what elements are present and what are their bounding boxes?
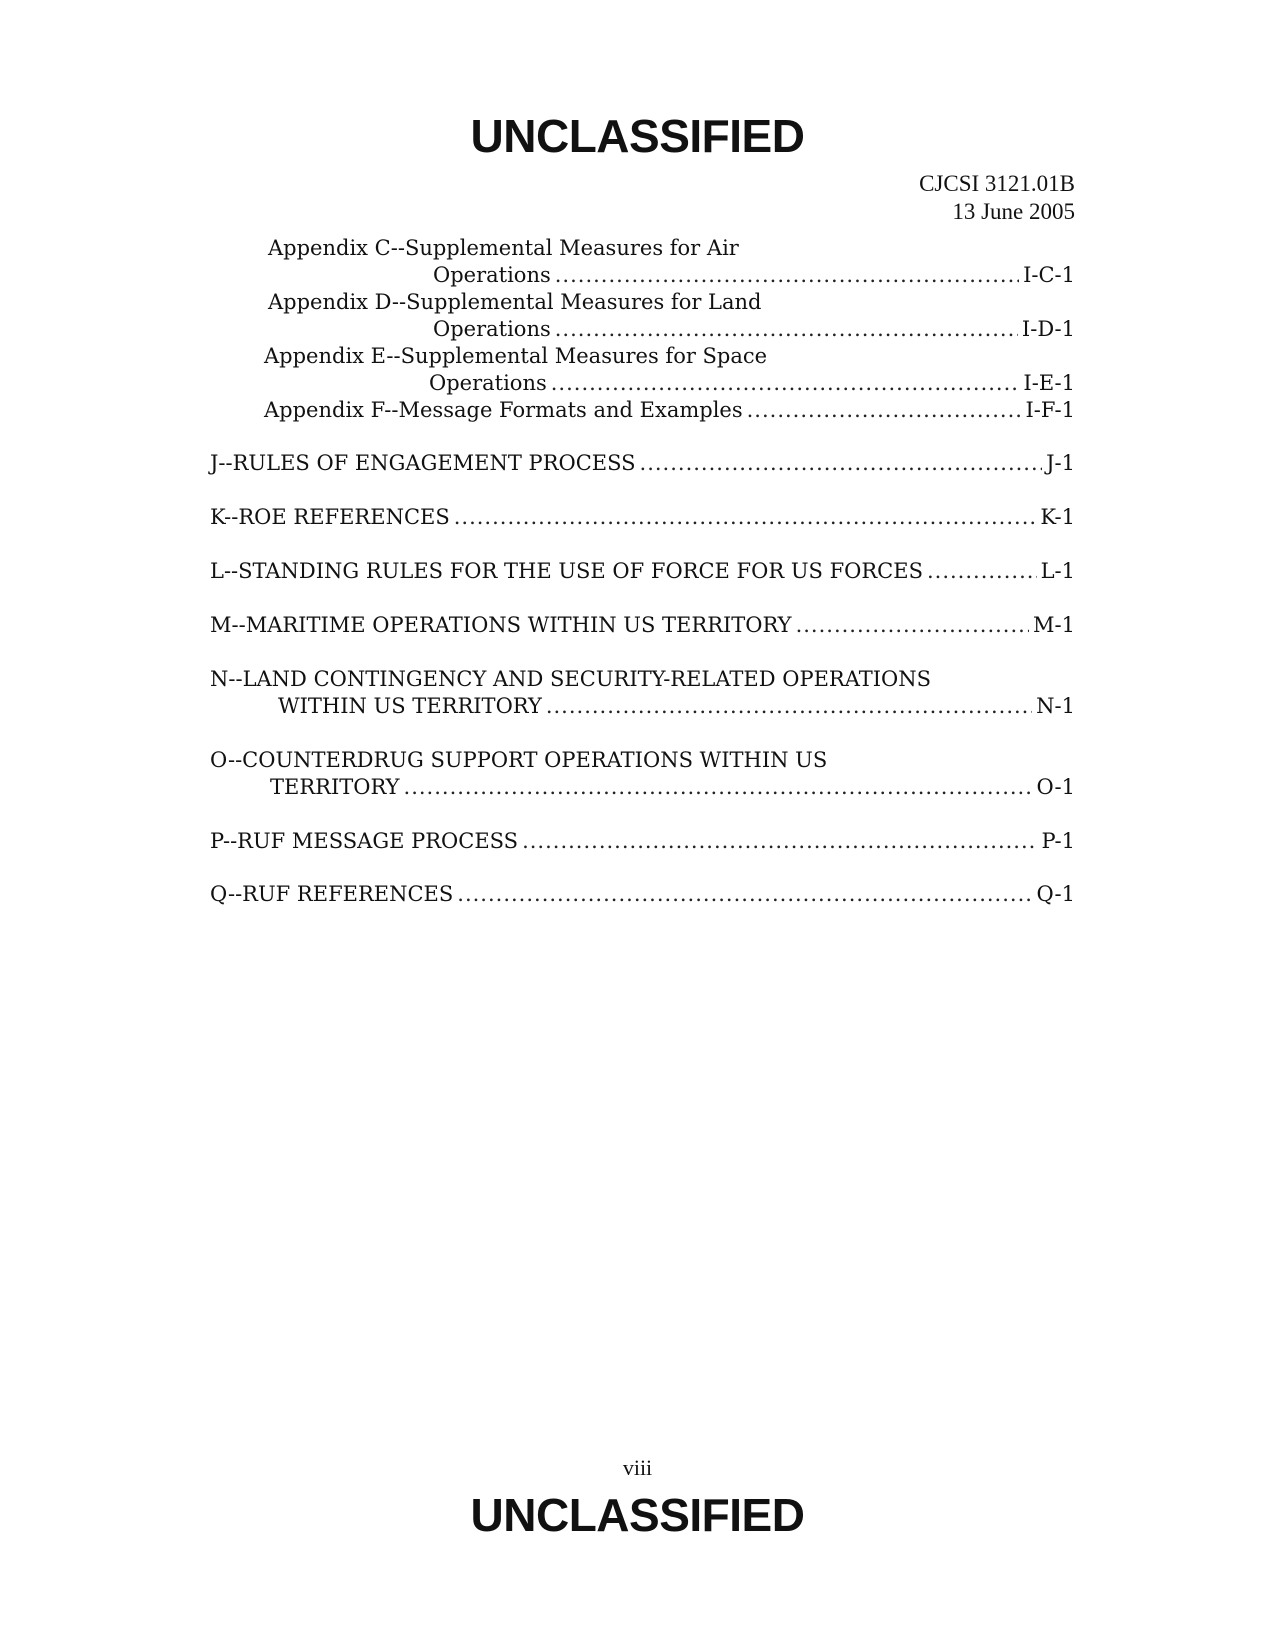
classification-banner-bottom: UNCLASSIFIED (470, 1489, 805, 1541)
leader-dots (522, 827, 1037, 855)
toc-entry-text: P--RUF MESSAGE PROCESS (210, 829, 519, 853)
toc-page-number: N-1 (1036, 694, 1075, 718)
toc-page-number: I-C-1 (1023, 263, 1075, 287)
toc-page-number: Q-1 (1036, 882, 1075, 906)
toc-entry-enclosure-o[interactable] (270, 773, 1075, 801)
leader-dots (551, 369, 1020, 397)
toc-entry-text: WITHIN US TERRITORY (278, 694, 542, 718)
toc-entry-enclosure-m[interactable] (210, 611, 1075, 639)
toc-entry-enclosure-l[interactable] (210, 557, 1075, 585)
document-number: CJCSI 3121.01B (919, 171, 1075, 196)
toc-entry-appendix-e[interactable] (429, 369, 1075, 397)
toc-page-number: M-1 (1033, 613, 1075, 637)
toc-entry-text: L--STANDING RULES FOR THE USE OF FORCE FOR US FORCES (210, 559, 923, 583)
toc-entry-text: Operations (433, 263, 551, 287)
toc-entry-text: M--MARITIME OPERATIONS WITHIN US TERRITORY (210, 613, 792, 637)
toc-entry-enclosure-n[interactable] (278, 692, 1075, 720)
toc-entry-text: TERRITORY (270, 775, 400, 799)
leader-dots (555, 315, 1018, 343)
toc-entry-text: Operations (429, 371, 547, 395)
toc-page-number: K-1 (1040, 505, 1075, 529)
toc-page-number: I-E-1 (1023, 371, 1075, 395)
leader-dots (640, 449, 1043, 477)
toc-entry-text: Appendix F--Message Formats and Examples (264, 398, 743, 422)
toc-page-number: P-1 (1041, 829, 1075, 853)
toc-page-number: I-F-1 (1025, 398, 1075, 422)
leader-dots (927, 557, 1037, 585)
toc-page-number: O-1 (1036, 775, 1075, 799)
document-date: 13 June 2005 (952, 199, 1075, 224)
toc-entry-appendix-c[interactable] (433, 261, 1075, 289)
leader-dots (747, 396, 1022, 424)
toc-entry-text: Q--RUF REFERENCES (210, 882, 454, 906)
toc-enclosure-n-title: N--LAND CONTINGENCY AND SECURITY-RELATED OPERATIONS (210, 667, 932, 691)
toc-entry-text: K--ROE REFERENCES (210, 505, 450, 529)
toc-appendix-e-title: Appendix E--Supplemental Measures for Space (264, 344, 768, 368)
toc-page-number: J-1 (1046, 451, 1075, 475)
toc-entry-enclosure-q[interactable] (210, 880, 1075, 908)
leader-dots (555, 261, 1019, 289)
leader-dots (796, 611, 1029, 639)
toc-entry-enclosure-j[interactable] (210, 449, 1075, 477)
toc-entry-text: Operations (433, 317, 551, 341)
toc-entry-text: J--RULES OF ENGAGEMENT PROCESS (210, 451, 636, 475)
leader-dots (546, 692, 1032, 720)
toc-enclosure-o-title: O--COUNTERDRUG SUPPORT OPERATIONS WITHIN US (210, 748, 828, 772)
toc-entry-appendix-f[interactable] (264, 396, 1075, 424)
toc-page-number: L-1 (1040, 559, 1075, 583)
page-number: viii (622, 1455, 653, 1480)
toc-appendix-d-title: Appendix D--Supplemental Measures for Land (268, 290, 762, 314)
leader-dots (454, 503, 1037, 531)
classification-banner-top: UNCLASSIFIED (470, 110, 805, 162)
leader-dots (457, 880, 1032, 908)
toc-entry-enclosure-p[interactable] (210, 827, 1075, 855)
toc-appendix-c-title: Appendix C--Supplemental Measures for Air (268, 236, 739, 260)
toc-entry-appendix-d[interactable] (433, 315, 1075, 343)
leader-dots (404, 773, 1033, 801)
toc-page-number: I-D-1 (1021, 317, 1075, 341)
toc-entry-enclosure-k[interactable] (210, 503, 1075, 531)
